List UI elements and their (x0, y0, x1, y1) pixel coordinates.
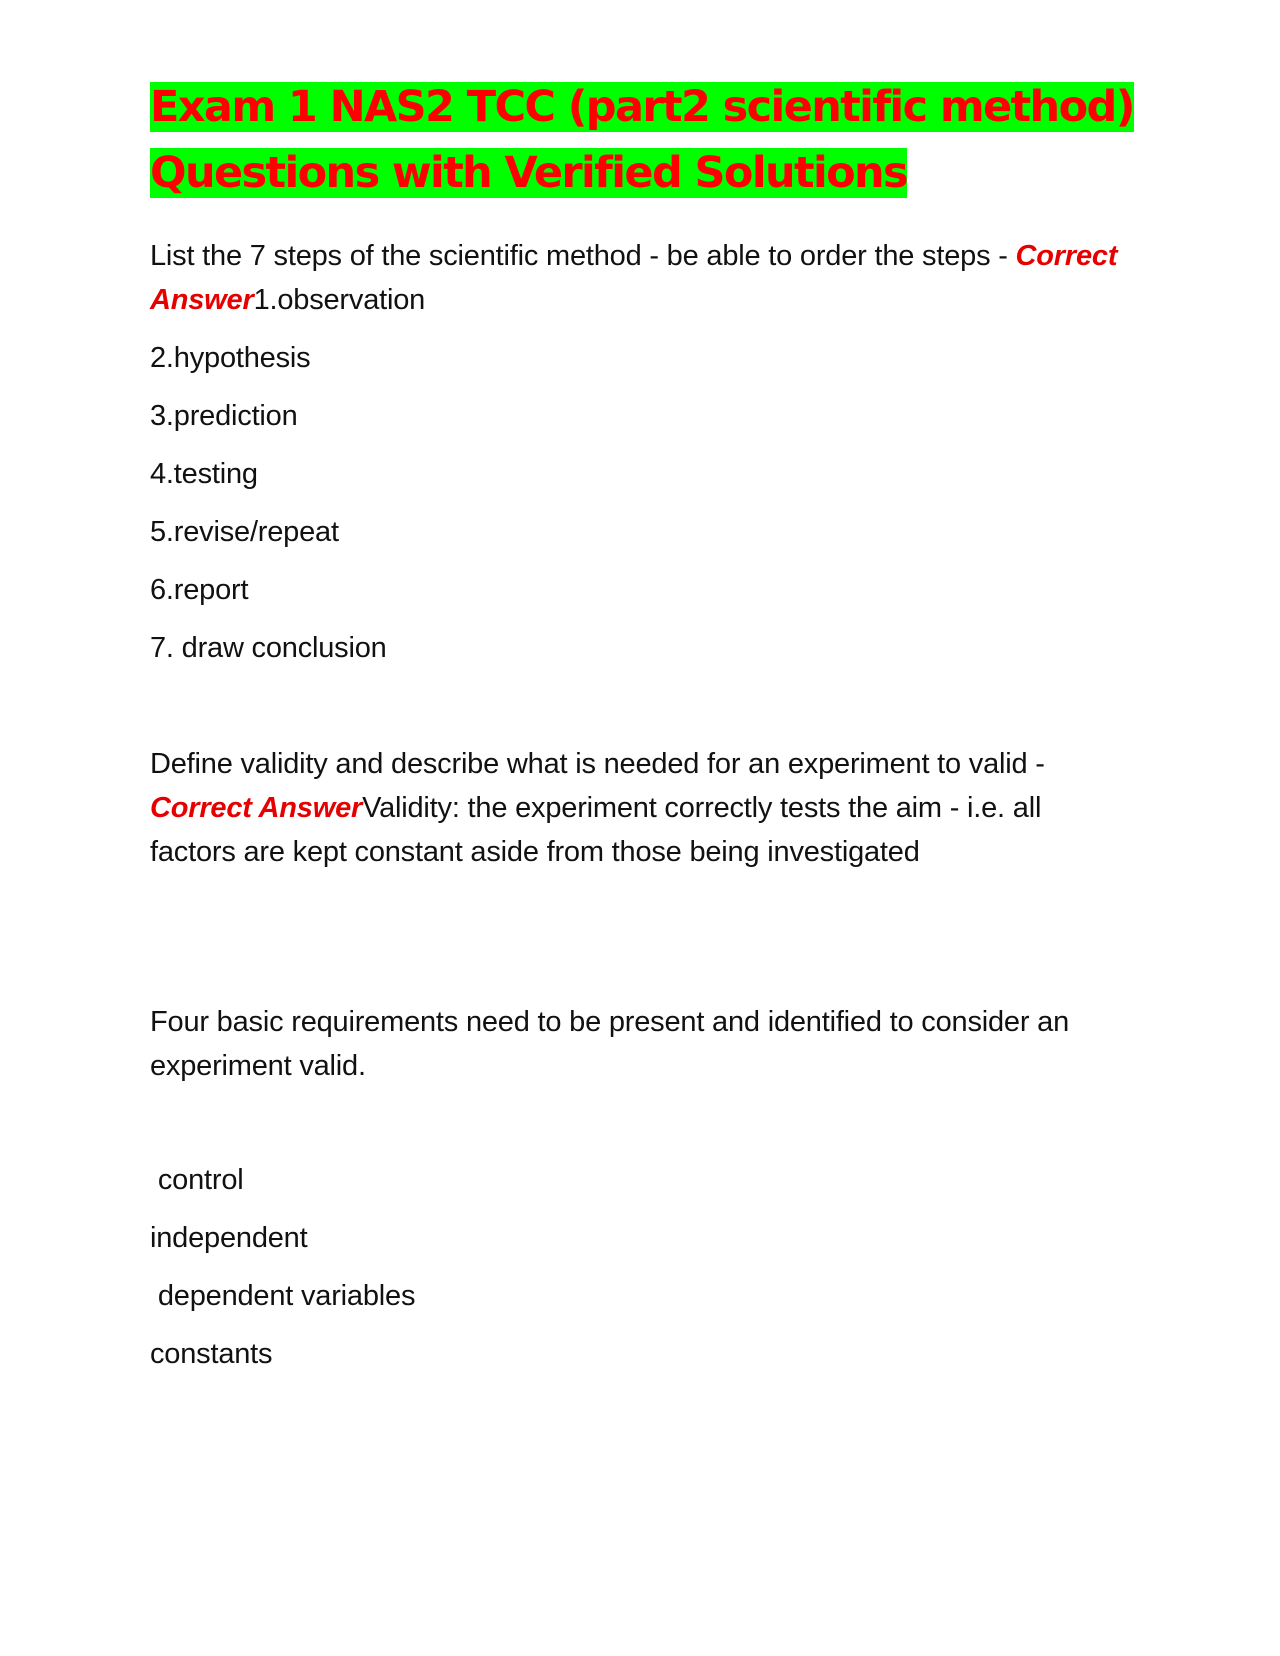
question-1 (150, 234, 1130, 322)
page-title (150, 74, 1150, 206)
step-item: 7. draw conclusion (150, 632, 387, 664)
title-line-1: Exam 1 NAS2 TCC (part2 scientific method) (150, 82, 1134, 132)
answer-1-start: 1.observation (253, 284, 426, 316)
question-1-text: List the 7 steps of the scientific method - be able to order the steps - (150, 240, 1016, 272)
requirements-paragraph: Four basic requirements need to be present and identified to consider an experiment valid. (150, 1006, 1070, 1082)
step-item: 6.report (150, 574, 249, 606)
step-item: 2.hypothesis (150, 342, 311, 374)
requirement-item: dependent variables (150, 1280, 416, 1312)
answer-2-text: Validity: the experiment correctly tests the aim - i.e. all factors are kept constant aside from those being investigated (150, 792, 1042, 868)
requirement-item: control (150, 1164, 244, 1196)
correct-answer-label: Correct Answer (150, 792, 363, 824)
title-line-2: Questions with Verified Solutions (150, 148, 908, 198)
step-item: 4.testing (150, 458, 258, 490)
question-2 (150, 742, 1130, 874)
requirement-item: constants (150, 1338, 273, 1370)
step-item: 3.prediction (150, 400, 298, 432)
requirement-item: independent (150, 1222, 308, 1254)
correct-answer-label: Correct Answer (150, 240, 1118, 316)
question-2-text: Define validity and describe what is needed for an experiment to valid - (150, 748, 1045, 780)
step-item: 5.revise/repeat (150, 516, 339, 548)
